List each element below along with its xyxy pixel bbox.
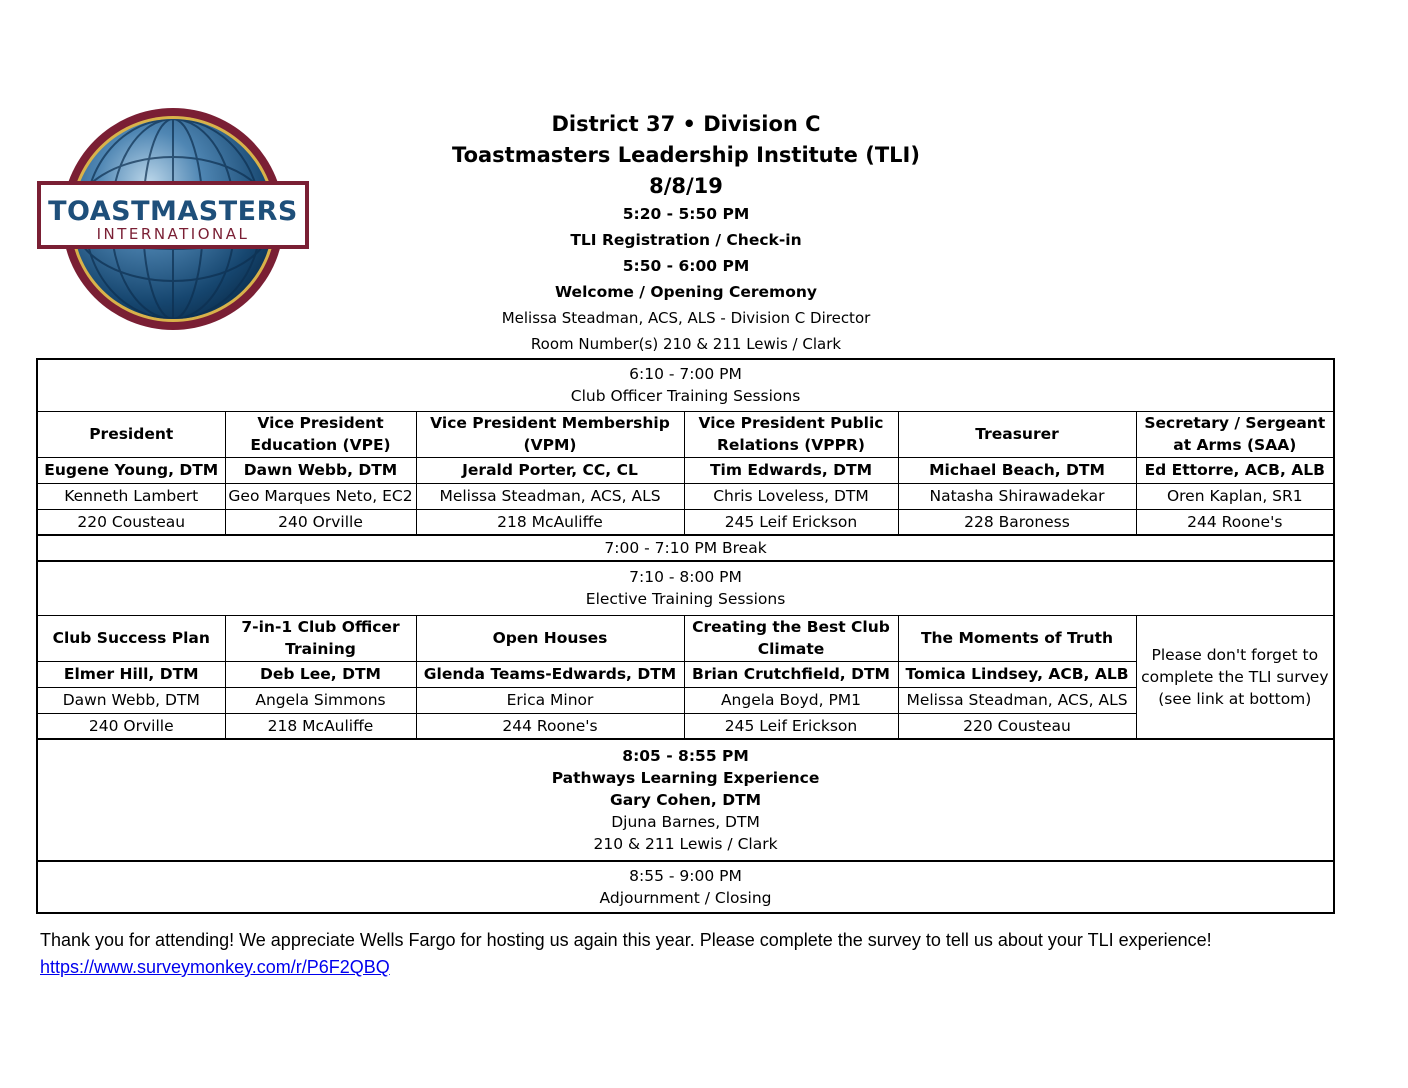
elective-room: 245 Leif Erickson (684, 713, 898, 739)
officer-assistant: Kenneth Lambert (37, 483, 225, 509)
elective-assistant: Dawn Webb, DTM (37, 687, 225, 713)
elective-assistant: Erica Minor (416, 687, 684, 713)
header-district: District 37 • Division C (551, 112, 821, 136)
officer-assistant: Geo Marques Neto, EC2 (225, 483, 416, 509)
elective-lead: Elmer Hill, DTM (37, 661, 225, 687)
officer-room: 220 Cousteau (37, 509, 225, 535)
footer-thanks: Thank you for attending! We appreciate Wells Fargo for hosting us again this year. Please complete the survey to tell us about your TLI experience! (40, 930, 1212, 950)
header-event-title: Toastmasters Leadership Institute (TLI) (452, 143, 920, 167)
footer (40, 927, 1212, 981)
elective-room: 240 Orville (37, 713, 225, 739)
pathways-session (37, 739, 1334, 861)
elective-assistant: Angela Simmons (225, 687, 416, 713)
elective-training-title: Elective Training Sessions (585, 590, 786, 609)
pathways-time: 8:05 - 8:55 PM (622, 747, 749, 765)
pathways-lead: Gary Cohen, DTM (609, 791, 762, 809)
break-row: 7:00 - 7:10 PM Break (37, 535, 1334, 561)
officer-training-time: 6:10 - 7:00 PM (629, 365, 742, 384)
officer-col-vppr: Vice President Public Relations (VPPR) (684, 411, 898, 457)
officer-room: 240 Orville (225, 509, 416, 535)
closing-session (37, 861, 1334, 913)
elective-room: 218 McAuliffe (225, 713, 416, 739)
officer-room: 245 Leif Erickson (684, 509, 898, 535)
officer-rooms-row (37, 509, 1334, 535)
officer-lead: Michael Beach, DTM (898, 457, 1136, 483)
survey-link[interactable]: https://www.surveymonkey.com/r/P6F2QBQ (40, 957, 390, 977)
elective-training-time: 7:10 - 8:00 PM (629, 568, 742, 587)
elective-assistant: Angela Boyd, PM1 (684, 687, 898, 713)
schedule-table (36, 358, 1335, 914)
elective-col: The Moments of Truth (898, 615, 1136, 661)
elective-lead: Brian Crutchfield, DTM (684, 661, 898, 687)
officer-assistants-row (37, 483, 1334, 509)
elective-lead: Deb Lee, DTM (225, 661, 416, 687)
officer-room: 244 Roone's (1136, 509, 1334, 535)
welcome-title: Welcome / Opening Ceremony (555, 283, 817, 301)
officer-training-title: Club Officer Training Sessions (570, 387, 801, 406)
officer-assistant: Melissa Steadman, ACS, ALS (416, 483, 684, 509)
welcome-speaker: Melissa Steadman, ACS, ALS - Division C Director (501, 309, 871, 327)
welcome-time: 5:50 - 6:00 PM (622, 257, 750, 275)
officer-leads-row (37, 457, 1334, 483)
officer-assistant: Chris Loveless, DTM (684, 483, 898, 509)
elective-col: 7-in-1 Club Officer Training (225, 615, 416, 661)
officer-col-vpm: Vice President Membership (VPM) (416, 411, 684, 457)
officer-col-president: President (37, 411, 225, 457)
officer-assistant: Natasha Shirawadekar (898, 483, 1136, 509)
officer-lead: Tim Edwards, DTM (684, 457, 898, 483)
officer-room: 218 McAuliffe (416, 509, 684, 535)
officer-col-vpe: Vice President Education (VPE) (225, 411, 416, 457)
logo-subline: INTERNATIONAL (96, 225, 250, 243)
elective-col: Open Houses (416, 615, 684, 661)
officer-col-secretary: Secretary / Sergeant at Arms (SAA) (1136, 411, 1334, 457)
elective-room: 244 Roone's (416, 713, 684, 739)
registration-time: 5:20 - 5:50 PM (622, 205, 750, 223)
officer-training-header (37, 359, 1334, 411)
officer-col-treasurer: Treasurer (898, 411, 1136, 457)
header-date: 8/8/19 (649, 174, 723, 198)
officer-lead: Ed Ettorre, ACB, ALB (1136, 457, 1334, 483)
closing-time: 8:55 - 9:00 PM (629, 867, 742, 885)
welcome-room: Room Number(s) 210 & 211 Lewis / Clark (530, 335, 842, 353)
elective-col: Club Success Plan (37, 615, 225, 661)
officer-lead: Eugene Young, DTM (37, 457, 225, 483)
officer-room: 228 Baroness (898, 509, 1136, 535)
pathways-title: Pathways Learning Experience (551, 769, 820, 787)
survey-reminder: Please don't forget to complete the TLI survey (see link at bottom) (1136, 615, 1334, 739)
elective-col: Creating the Best Club Climate (684, 615, 898, 661)
officer-lead: Dawn Webb, DTM (225, 457, 416, 483)
logo-wordmark: TOASTMASTERS (48, 196, 298, 227)
elective-lead: Glenda Teams-Edwards, DTM (416, 661, 684, 687)
elective-training-header (37, 561, 1334, 615)
closing-title: Adjournment / Closing (599, 889, 772, 907)
elective-assistant: Melissa Steadman, ACS, ALS (898, 687, 1136, 713)
officer-assistant: Oren Kaplan, SR1 (1136, 483, 1334, 509)
pathways-room: 210 & 211 Lewis / Clark (593, 835, 778, 853)
elective-room: 220 Cousteau (898, 713, 1136, 739)
officer-lead: Jerald Porter, CC, CL (416, 457, 684, 483)
elective-lead: Tomica Lindsey, ACB, ALB (898, 661, 1136, 687)
pathways-assistant: Djuna Barnes, DTM (611, 813, 760, 831)
registration-title: TLI Registration / Check-in (570, 231, 802, 249)
